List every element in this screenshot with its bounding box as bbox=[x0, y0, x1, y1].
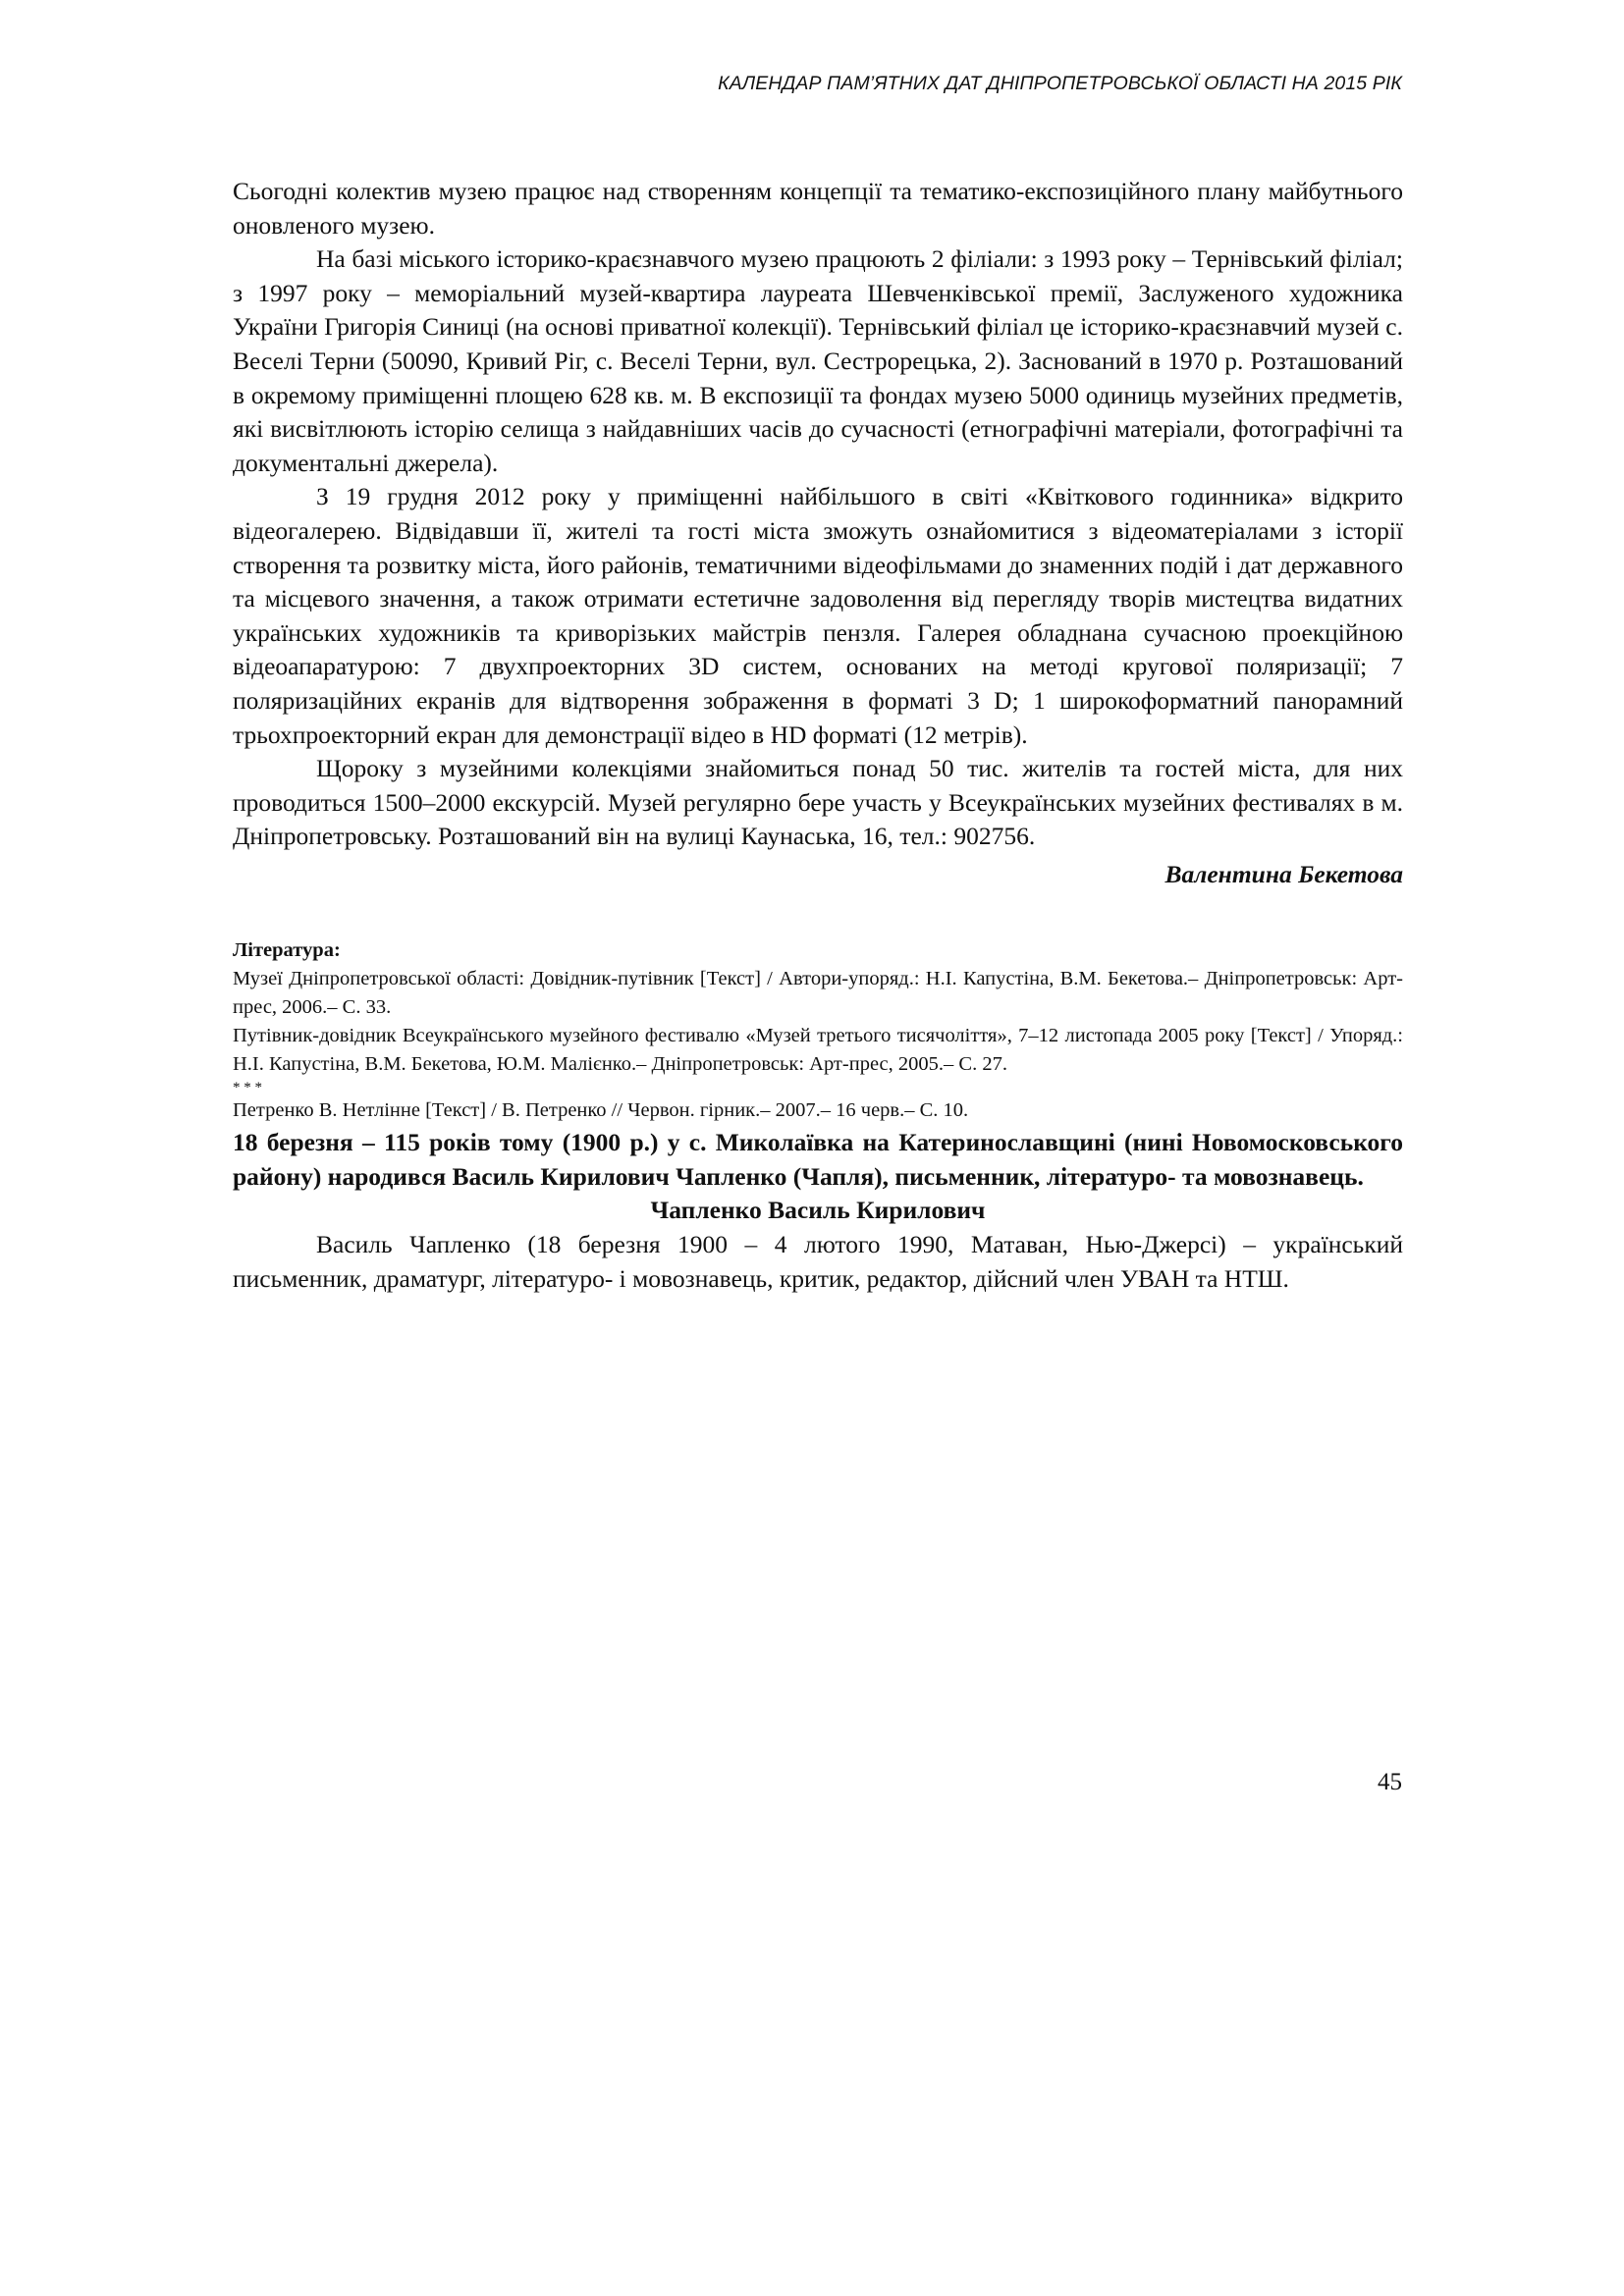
article-paragraph: Щороку з музейними колекціями знайомиться понад 50 тис. жителів та гостей міста, для них проводиться 1500–2000 екскурсій. Музей регулярно бере участь у Всеукраїнських музейних фестивалях в м. Дніпропетровську. Розташований він на вулиці Каунаська, 16, тел.: 902756. bbox=[233, 754, 1403, 851]
author-signature: Валентина Бекетова bbox=[1164, 859, 1403, 888]
article-paragraph: Сьогодні колектив музею працює над створенням концепції та тематико-експозиційного плану майбутнього оновленого музею. bbox=[233, 177, 1403, 240]
literature-item: Музеї Дніпропетровської області: Довідник-путівник [Текст] / Автори-упоряд.: Н.І. Капустіна, В.М. Бекетова.– Дніпропетровськ: Арт-прес, 2006.– С. 33. bbox=[233, 968, 1403, 1019]
literature-section bbox=[233, 936, 1403, 1125]
article-paragraph: На базі міського історико-краєзнавчого музею працюють 2 філіали: з 1993 року – Тернівський філіал; з 1997 року – меморіальний музей-квартира лауреата Шевченківської премії, Заслуженого художника України Григорія Синиці (на основі приватної колекції). Тернівський філіал це історико-краєзнавчий музей с. Веселі Терни (50090, Кривий Ріг, с. Веселі Терни, вул. Сестрорецька, 2). Заснований в 1970 р. Розташований в окремому приміщенні площею 628 кв. м. В експозиції та фондах музею 5000 одиниць музейних предметів, які висвітлюють історію селища з найдавніших часів до сучасності (етнографічні матеріали, фотографічні та документальні джерела). bbox=[233, 244, 1403, 477]
page-content bbox=[233, 175, 1403, 1296]
date-announcement: 18 березня – 115 років тому (1900 р.) у с. Миколаївка на Катеринославщині (нині Новомосковського району) народився Василь Кирилович Чапленко (Чапля), письменник, літературо- та мовознавець. bbox=[233, 1128, 1403, 1192]
bio-title: Чапленко Василь Кирилович bbox=[650, 1196, 986, 1225]
bio-paragraph: Василь Чапленко (18 березня 1900 – 4 лютого 1990, Матаван, Нью-Джерсі) – український письменник, драматург, літературо- і мовознавець, критик, редактор, дійсний член УВАН та НТШ. bbox=[233, 1230, 1403, 1293]
article-paragraph: З 19 грудня 2012 року у приміщенні найбільшого в світі «Квіткового годинника» відкрито відеогалерею. Відвідавши її, жителі та гості міста зможуть ознайомитися з відеоматеріалами з історії створення та розвитку міста, його районів, тематичними відеофільмами до знаменних подій і дат державного та місцевого значення, а також отримати естетичне задоволення від перегляду творів мистецтва видатних українських художників та криворізьких майстрів пензля. Галерея обладнана сучасною проекційною відеоапаратурою: 7 двухпроекторних 3D систем, основаних на методі кругової поляризації; 7 поляризаційних екранів для відтворення зображення в форматі 3 D; 1 широкоформатний панорамний трьохпроекторний екран для демонстрації відео в HD форматі (12 метрів). bbox=[233, 482, 1403, 749]
literature-item: Путівник-довідник Всеукраїнського музейного фестивалю «Музей третього тисячоліття», 7–12 листопада 2005 року [Текст] / Упоряд.: Н.І. Капустіна, В.М. Бекетова, Ю.М. Малієнко.– Дніпропетровськ: Арт-прес, 2005.– С. 27. bbox=[233, 1025, 1403, 1076]
literature-item: Петренко В. Нетлінне [Текст] / В. Петренко // Червон. гірник.– 2007.– 16 черв.– С. 10. bbox=[233, 1099, 969, 1122]
literature-title: Література: bbox=[233, 939, 341, 962]
page-number: 45 bbox=[1378, 1769, 1402, 1795]
literature-separator: * * * bbox=[233, 1080, 262, 1096]
running-header: КАЛЕНДАР ПАМ’ЯТНИХ ДАТ ДНІПРОПЕТРОВСЬКОЇ ОБЛАСТІ НА 2015 РІК bbox=[718, 73, 1402, 94]
